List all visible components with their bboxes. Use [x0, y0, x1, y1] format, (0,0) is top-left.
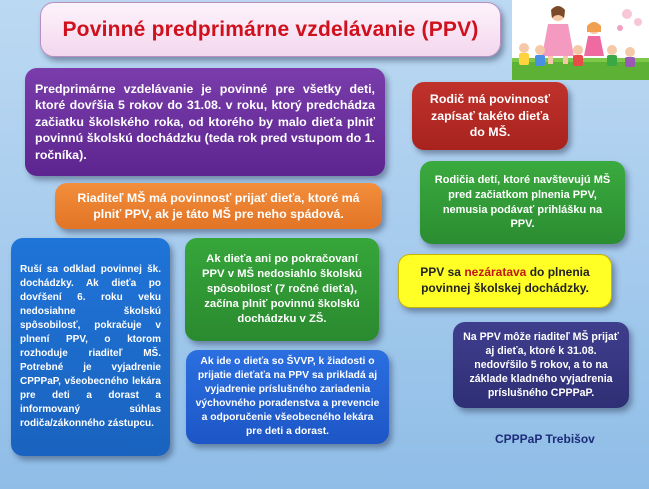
not-counted-highlight: nezáratava [464, 265, 527, 280]
svvp-child-box [186, 350, 389, 444]
younger-post: , a to na základe kladného vyjadrenia príslušného CPPPaP. [469, 358, 613, 400]
footer-organization: CPPPaP Trebišov [495, 432, 595, 446]
deferral-cancelled-text: Ruší sa odklad povinnej šk. dochádzky. Ak dieťa po dovŕšení 6. roku veku nedosiahne školskú spôsobilosť, pokračuje v plnení PPV, o ktorom rozhoduje riaditeľ MŠ. Potrebné je vyjadrenie CPPPaP, všeobecného lekára pre deti a dorast a informovaný súhlas rodiča/zákonného zástupcu. [20, 264, 161, 429]
mandatory-education-text: Predprimárne vzdelávanie je povinné pre všetky deti, ktoré dovŕšia 5 rokov do 31.08. v roku, ktorý predchádza začiatku školského roka, od ktorého by malo dieťa plniť povinnú školskú dochádzku (teda rok pred vstupom do 1. ročníka). [35, 81, 375, 162]
younger-child-text [461, 330, 621, 400]
no-application-text: Rodičia detí, ktoré navštevujú MŠ pred začiatkom plnenia PPV, nemusia podávať prihlášku na PPV. [434, 174, 611, 231]
parent-duty-box [412, 82, 568, 150]
not-counted-post: do plnenia povinnej školskej dochádzky. [421, 265, 590, 295]
svvp-child-text [194, 355, 381, 439]
director-duty-text: Riaditeľ MŠ má povinnosť prijať dieťa, ktoré má plniť PPV, ak je táto MŠ pre neho spádová. [77, 190, 360, 221]
not-counted-text [407, 265, 603, 297]
page-title-text: Povinné predprimárne vzdelávanie (PPV) [62, 17, 479, 41]
page-title [40, 2, 501, 57]
no-application-box [420, 161, 625, 244]
not-counted-pre: PPV sa [420, 265, 465, 280]
svvp-emph: dieťa so ŠVVP [243, 356, 313, 367]
deferral-cancelled-box [11, 238, 170, 456]
younger-child-box [453, 322, 629, 408]
parent-duty-text: Rodič má povinnosť zapísať takéto dieťa do MŠ. [429, 92, 551, 140]
mandatory-education-definition [25, 68, 385, 176]
school-readiness-box [185, 238, 379, 341]
director-duty-box [55, 183, 382, 229]
children-playing-illustration [512, 0, 649, 80]
younger-pre: Na PPV môže riaditeľ MŠ prijať aj dieťa, ktoré k 31.08. [463, 330, 619, 357]
school-readiness-text: Ak dieťa ani po pokračovaní PPV v MŠ nedosiahlo školskú spôsobilosť (7 ročné dieťa), začína plniť povinnú školskú dochádzku v ZŠ. [201, 252, 363, 326]
not-counted-box [398, 254, 612, 308]
children-illustration-svg [512, 0, 649, 80]
svvp-post: , k žiadosti o prijatie dieťaťa na PPV sa prikladá aj vyjadrenie príslušného zariadenia výchovného poradenstva a prevencie a odporučenie všeobecného lekára pre deti a dorast. [195, 356, 380, 437]
younger-emph: nedovŕšilo 5 rokov [474, 358, 568, 371]
svvp-pre: Ak ide o [200, 356, 244, 367]
